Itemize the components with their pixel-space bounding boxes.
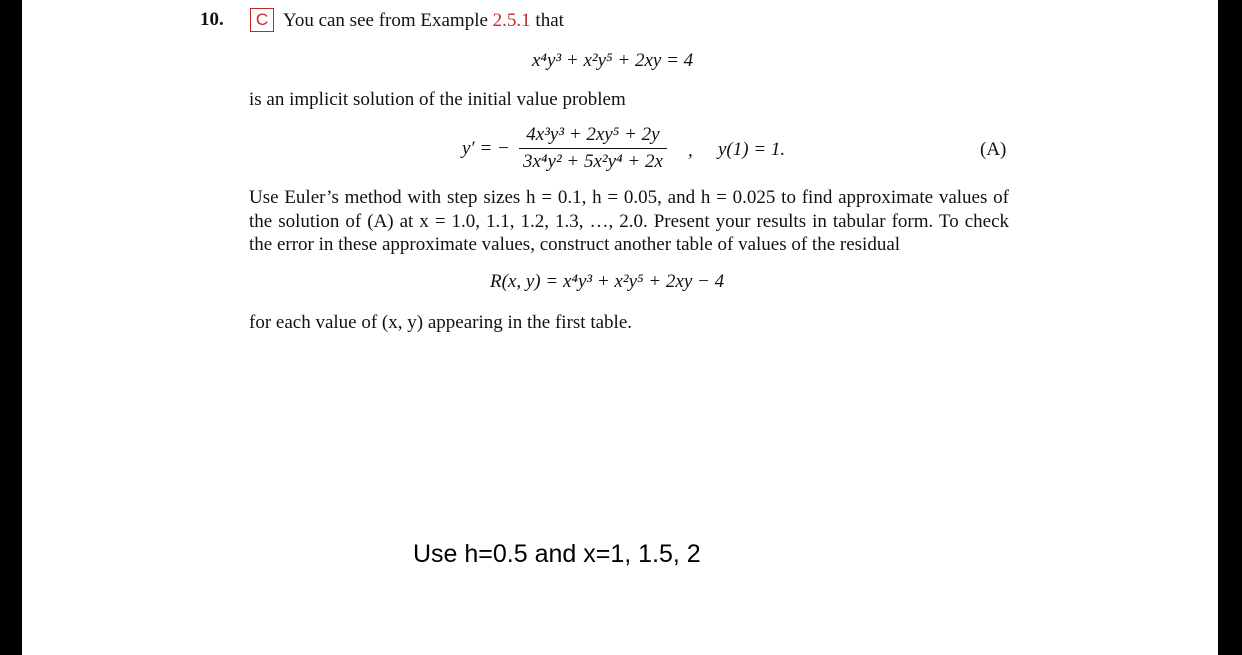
problem-final-line: for each value of (x, y) appearing in the first table. [249, 312, 633, 333]
problem-number: 10. [200, 9, 224, 30]
ivp-comma: , [688, 140, 693, 161]
example-reference-link[interactable]: 2.5.1 [492, 10, 531, 31]
fraction-bar [519, 148, 667, 149]
intro-text-end: that [530, 10, 564, 31]
ivp-numerator: 4x³y³ + 2xy⁵ + 2y [526, 124, 660, 145]
implicit-solution-equation: x⁴y³ + x²y⁵ + 2xy = 4 [532, 50, 694, 71]
residual-equation: R(x, y) = x⁴y³ + x²y⁵ + 2xy − 4 [490, 271, 725, 292]
ivp-denominator: 3x⁴y² + 5x²y⁴ + 2x [523, 151, 663, 172]
problem-text-line: is an implicit solution of the initial value problem [249, 89, 626, 110]
category-letter-badge: C [250, 8, 274, 32]
ivp-fraction [519, 124, 667, 173]
ivp-lhs: y′ = − [462, 138, 510, 159]
problem-paragraph: Use Euler’s method with step sizes h = 0.1, h = 0.05, and h = 0.025 to find approximate values of the solution of (A) at x = 1.0, 1.1, 1.2, 1.3, …, 2.0. Present your results in tabular form. To check the error in these approximate values, construct another table of values of the residual [249, 187, 1009, 255]
problem-intro [283, 9, 564, 33]
user-note: Use h=0.5 and x=1, 1.5, 2 [413, 540, 701, 568]
initial-condition: y(1) = 1. [718, 139, 786, 160]
equation-label: (A) [980, 139, 1007, 160]
intro-text: You can see from Example [283, 10, 493, 31]
document-page [22, 0, 1218, 655]
